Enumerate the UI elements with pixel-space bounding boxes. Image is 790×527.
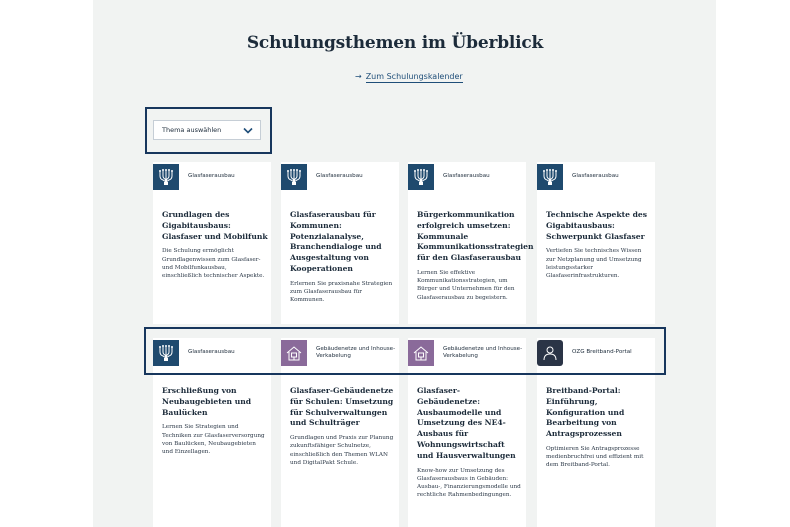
topic-select-value: Thema auswählen <box>162 126 222 134</box>
card-title-text: Glasfaserausbau für Kommunen: Potenzialanalyse, Branchendialoge und Ausgestaltung von Kooperationen <box>290 210 382 273</box>
card-description: Erlernen Sie praxisnahe Strategien zum Glasfaserausbau für Kommunen. <box>290 280 393 304</box>
card-category: Glasfaserausbau <box>188 349 235 356</box>
card-category: Glasfaserausbau <box>188 173 235 180</box>
card-header <box>281 162 399 192</box>
card-description: Lernen Sie Strategien und Techniken zur Glasfaserversorgung von Baulücken, Neubaugebieten und Einzellagen. <box>162 424 265 455</box>
card-title-text: Technische Aspekte des Gigabitausbaus: Schwerpunkt Glasfaser <box>546 210 648 241</box>
arrow-right-icon: → <box>355 72 362 81</box>
card-header <box>537 162 655 192</box>
card-title-text: Grundlagen des Gigabitausbaus: Glasfaser und Mobilfunk <box>162 210 268 241</box>
calendar-link-label: Zum Schulungskalender <box>365 72 463 81</box>
card-title <box>290 386 396 467</box>
topic-select[interactable] <box>153 120 261 140</box>
course-card[interactable] <box>153 162 271 324</box>
card-category: Gebäudenetze und Inhouse-Verkabelung <box>316 345 396 359</box>
fiber-icon <box>281 164 307 190</box>
card-title <box>162 210 268 280</box>
card-category: OZG Breitband-Portal <box>572 349 632 356</box>
card-header <box>408 162 526 192</box>
category-highlight-frame <box>144 327 666 375</box>
card-title <box>162 386 268 456</box>
card-header <box>153 162 271 192</box>
card-category: Glasfaserausbau <box>443 173 490 180</box>
card-description: Vertiefen Sie technisches Wissen zur Netzplanung und Umsetzung leistungsstarker Glasfaserinfrastrukturen. <box>546 248 642 279</box>
page-title: Schulungsthemen im Überblick <box>246 33 544 53</box>
card-title <box>417 386 523 499</box>
card-title <box>290 210 396 304</box>
card-description: Lernen Sie effektive Kommunikationsstrategien, um Bürger und Unternehmen für den Glasfaserausbau zu begeistern. <box>417 269 515 301</box>
course-card[interactable] <box>537 162 655 324</box>
card-title <box>417 210 534 302</box>
card-title-text: Glasfaser-Gebäudenetze: Ausbaumodelle und Umsetzung des NE4-Ausbaus für Wohnungswirtschaft und Hausverwaltungen <box>417 386 516 460</box>
fiber-icon <box>408 164 434 190</box>
fiber-icon <box>153 164 179 190</box>
card-title-text: Erschließung von Neubaugebieten und Baulücken <box>162 386 252 417</box>
course-card[interactable] <box>408 162 534 324</box>
card-description: Optimieren Sie Antragsprozesse medienbruchfrei und effizient mit dem Breitband-Portal. <box>546 445 644 469</box>
card-category: Glasfaserausbau <box>572 173 619 180</box>
course-card[interactable] <box>281 162 399 324</box>
card-description: Die Schulung ermöglicht Grundlagenwissen zum Glasfaser- und Mobilfunkausbau, einschließlich technischer Aspekte. <box>162 248 265 279</box>
fiber-icon <box>537 164 563 190</box>
card-description: Know-how zur Umsetzung des Glasfaserausbaus in Gebäuden: Ausbau-, Finanzierungsmodelle und rechtliche Rahmenbedingungen. <box>417 467 521 499</box>
card-description: Grundlagen und Praxis zur Planung zukunftsfähiger Schulnetze, einschließlich den Themen WLAN und DigitalPakt Schule. <box>290 435 394 466</box>
card-title <box>546 210 652 280</box>
chevron-down-icon <box>243 127 253 134</box>
calendar-link[interactable] <box>355 72 463 81</box>
card-title-text: Bürgerkommunikation erfolgreich umsetzen: Kommunale Kommunikationsstrategien für den Glasfaserausbau <box>417 210 534 263</box>
card-category: Glasfaserausbau <box>316 173 363 180</box>
card-title-text: Glasfaser-Gebäudenetze für Schulen: Umsetzung für Schulverwaltungen und Schulträger <box>290 386 394 428</box>
card-title <box>546 386 652 470</box>
card-title-text: Breitband-Portal: Einführung, Konfiguration und Bearbeitung von Antragsprozessen <box>546 386 625 439</box>
card-category: Gebäudenetze und Inhouse-Verkabelung <box>443 345 523 359</box>
